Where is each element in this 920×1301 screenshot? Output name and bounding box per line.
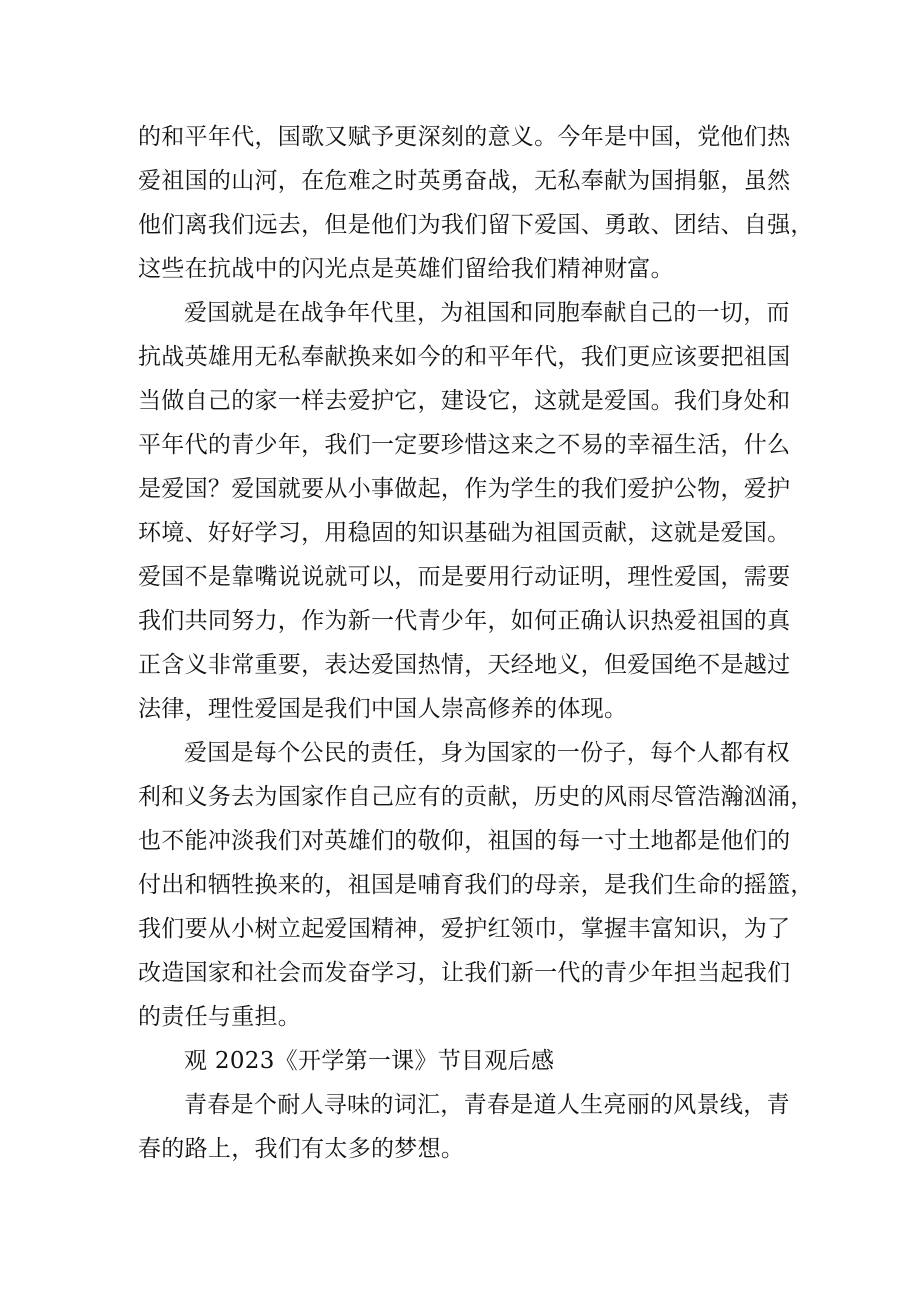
text-line: 这些在抗战中的闪光点是英雄们留给我们精神财富。 [138, 256, 674, 282]
text-line: 环境、好好学习，用稳固的知识基础为祖国贡献，这就是爱国。 [138, 520, 791, 546]
paragraph-start-line: 爱国就是在战争年代里，为祖国和同胞奉献自己的一切，而 [184, 300, 790, 326]
text-line: 是爱国？爱国就要从小事做起，作为学生的我们爱护公物，爱护 [138, 476, 791, 502]
text-line: 的和平年代，国歌又赋予更深刻的意义。今年是中国，党他们热 [138, 124, 791, 150]
text-line: 春的路上，我们有太多的梦想。 [138, 1136, 465, 1162]
text-line: 爱国不是靠嘴说说就可以，而是要用行动证明，理性爱国，需要 [138, 564, 791, 590]
text-line: 爱祖国的山河，在危难之时英勇奋战，无私奉献为国捐躯，虽然 [138, 168, 791, 194]
paragraph-start-line: 爱国是每个公民的责任，身为国家的一份子，每个人都有权 [184, 740, 790, 766]
text-line: 抗战英雄用无私奉献换来如今的和平年代，我们更应该要把祖国 [138, 344, 791, 370]
text-line: 付出和牺牲换来的，祖国是哺育我们的母亲，是我们生命的摇篮， [138, 872, 814, 898]
text-line: 我们要从小树立起爱国精神，爱护红领巾，掌握丰富知识，为了 [138, 916, 791, 942]
text-line: 利和义务去为国家作自己应有的贡献，历史的风雨尽管浩瀚汹涌， [138, 784, 814, 810]
section-heading: 观 2023《开学第一课》节目观后感 [184, 1048, 555, 1074]
text-line: 也不能冲淡我们对英雄们的敬仰，祖国的每一寸土地都是他们的 [138, 828, 791, 854]
text-line: 他们离我们远去，但是他们为我们留下爱国、勇敢、团结、自强， [138, 212, 814, 238]
text-line: 我们共同努力，作为新一代青少年，如何正确认识热爱祖国的真 [138, 608, 791, 634]
text-line: 正含义非常重要，表达爱国热情，天经地义，但爱国绝不是越过 [138, 652, 791, 678]
text-line: 的责任与重担。 [138, 1004, 302, 1030]
paragraph-start-line: 青春是个耐人寻味的词汇，青春是道人生亮丽的风景线，青 [184, 1092, 790, 1118]
text-line: 当做自己的家一样去爱护它，建设它，这就是爱国。我们身处和 [138, 388, 791, 414]
document-body [138, 115, 814, 1171]
text-line: 改造国家和社会而发奋学习，让我们新一代的青少年担当起我们 [138, 960, 791, 986]
text-line: 平年代的青少年，我们一定要珍惜这来之不易的幸福生活，什么 [138, 432, 791, 458]
text-line: 法律，理性爱国是我们中国人崇高修养的体现。 [138, 696, 628, 722]
